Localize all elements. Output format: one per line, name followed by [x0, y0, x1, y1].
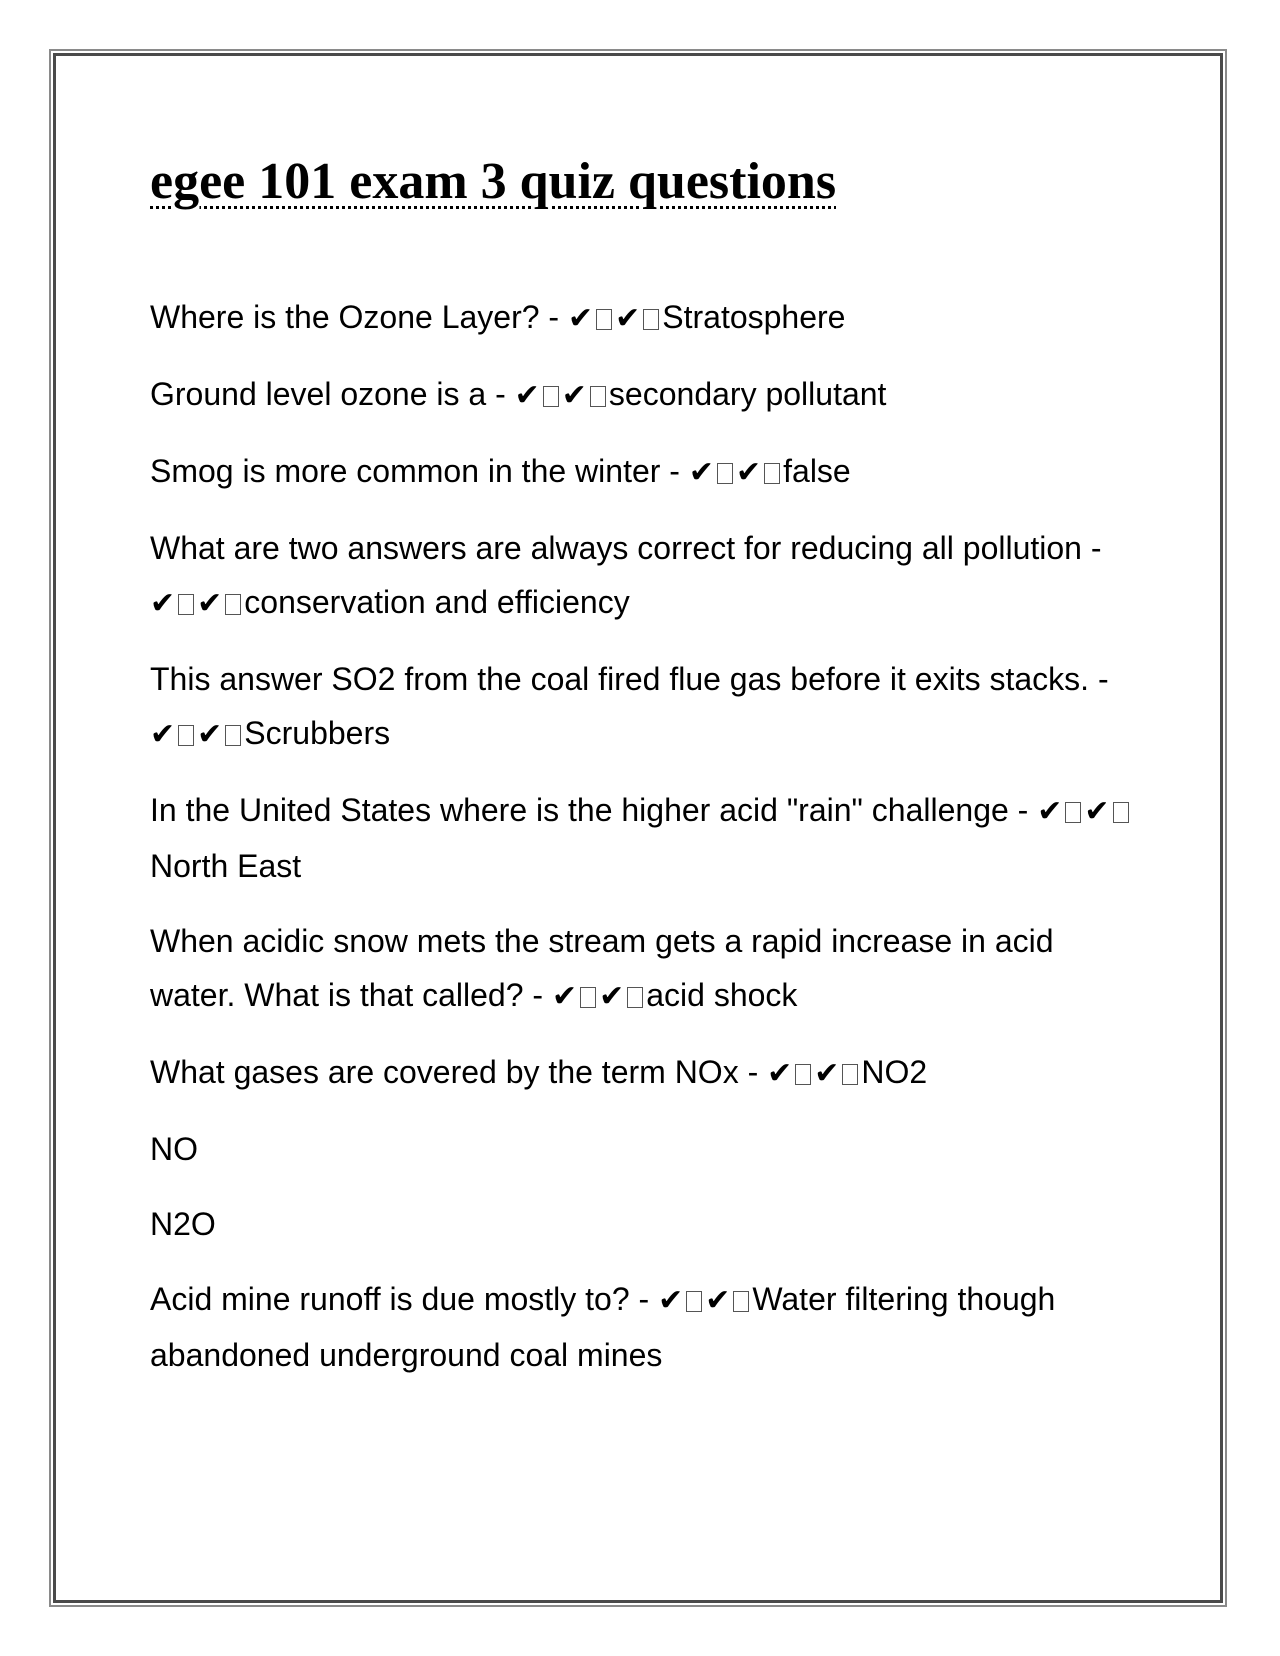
answer-text: false: [783, 453, 851, 489]
checkmark-icon: ✔: [599, 979, 625, 1014]
checkmark-icon: ✔: [514, 378, 540, 413]
checkmark-icon: ✔: [567, 301, 594, 336]
question-text: Smog is more common in the winter -: [150, 453, 689, 489]
missing-glyph-box-icon: [590, 386, 606, 407]
continuation-text: N2O: [150, 1206, 216, 1242]
missing-glyph-box-icon: [643, 309, 659, 330]
answer-text: Stratosphere: [662, 299, 846, 335]
missing-glyph-box-icon: [580, 987, 596, 1008]
qa-item: [150, 914, 1135, 1024]
missing-glyph-box-icon: [686, 1291, 702, 1312]
missing-glyph-box-icon: [225, 725, 241, 746]
missing-glyph-box-icon: [764, 463, 780, 484]
checkmark-icon: ✔: [767, 1056, 793, 1091]
missing-glyph-box-icon: [225, 594, 241, 615]
missing-glyph-box-icon: [543, 386, 559, 407]
checkmark-icon: ✔: [150, 586, 176, 621]
qa-item: [150, 1197, 1135, 1251]
missing-glyph-box-icon: [178, 725, 194, 746]
checkmark-icon: ✔: [688, 455, 714, 490]
question-text: When acidic snow mets the stream gets a rapid increase in acid water. What is that called? -: [150, 923, 1054, 1013]
answer-text: NO2: [861, 1054, 928, 1090]
document-title: egee 101 exam 3 quiz questions: [150, 153, 837, 210]
qa-item: [150, 652, 1135, 762]
answer-text: Water filtering though abandoned underground coal mines: [150, 1281, 1056, 1373]
qa-item: [150, 1045, 1135, 1101]
qa-item: [150, 783, 1135, 893]
answer-text: acid shock: [646, 977, 798, 1013]
answer-text: North East: [150, 848, 302, 884]
checkmark-icon: ✔: [735, 455, 762, 490]
qa-item: [150, 290, 1135, 346]
answer-text: secondary pollutant: [608, 376, 887, 412]
question-text: In the United States where is the higher acid "rain" challenge -: [150, 792, 1038, 828]
checkmark-icon: ✔: [1037, 794, 1063, 829]
checkmark-icon: ✔: [551, 979, 578, 1014]
checkmark-icon: ✔: [561, 378, 587, 413]
checkmark-icon: ✔: [814, 1056, 840, 1091]
question-list: [150, 290, 1135, 1403]
qa-item: [150, 1272, 1135, 1382]
answer-text: Scrubbers: [244, 715, 391, 751]
continuation-text: NO: [150, 1131, 198, 1167]
qa-item: [150, 1122, 1135, 1176]
missing-glyph-box-icon: [733, 1291, 749, 1312]
question-text: Where is the Ozone Layer? -: [150, 299, 568, 335]
checkmark-icon: ✔: [197, 586, 223, 621]
missing-glyph-box-icon: [178, 594, 194, 615]
missing-glyph-box-icon: [1065, 802, 1081, 823]
qa-item: [150, 444, 1135, 500]
checkmark-icon: ✔: [1084, 794, 1110, 829]
checkmark-icon: ✔: [150, 717, 176, 752]
answer-text: conservation and efficiency: [244, 584, 630, 620]
missing-glyph-box-icon: [627, 987, 643, 1008]
qa-item: [150, 521, 1135, 631]
question-text: Ground level ozone is a -: [150, 376, 515, 412]
missing-glyph-box-icon: [596, 309, 612, 330]
qa-item: [150, 367, 1135, 423]
missing-glyph-box-icon: [1113, 802, 1129, 823]
question-text: What are two answers are always correct for reducing all pollution -: [150, 530, 1102, 566]
checkmark-icon: ✔: [705, 1283, 731, 1318]
question-text: Acid mine runoff is due mostly to? -: [150, 1281, 659, 1317]
missing-glyph-box-icon: [717, 463, 733, 484]
missing-glyph-box-icon: [842, 1064, 858, 1085]
checkmark-icon: ✔: [197, 717, 223, 752]
checkmark-icon: ✔: [615, 301, 641, 336]
missing-glyph-box-icon: [795, 1064, 811, 1085]
question-text: This answer SO2 from the coal fired flue gas before it exits stacks. -: [150, 661, 1109, 697]
question-text: What gases are covered by the term NOx -: [150, 1054, 768, 1090]
checkmark-icon: ✔: [658, 1283, 684, 1318]
